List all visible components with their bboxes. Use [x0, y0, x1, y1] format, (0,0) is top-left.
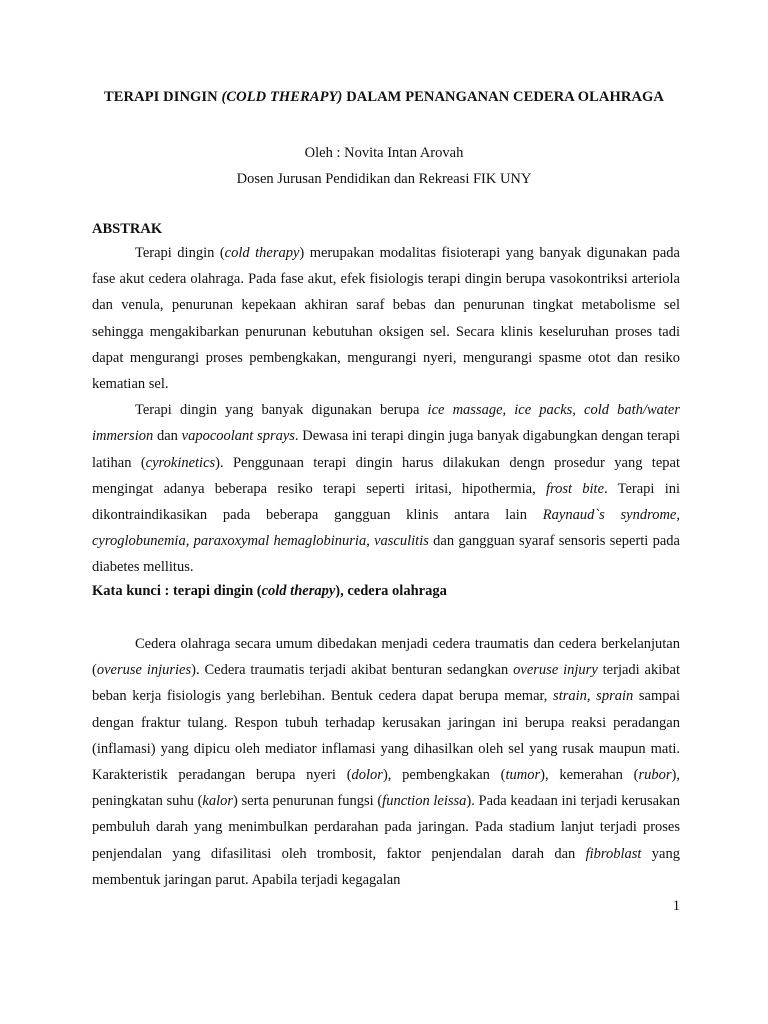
body-paragraph-1 — [92, 631, 680, 893]
text-run-8: ), pembengkakan ( — [382, 767, 506, 784]
text-run-0: Terapi dingin yang banyak digunakan berupa — [135, 402, 428, 419]
italic-run-3: vapocoolant sprays — [181, 428, 295, 445]
italic-run-15: function leissa — [382, 793, 467, 810]
text-run-4: terjadi akibat beban kerja fisiologis yang berlebihan. Bentuk cedera dapat berupa memar, — [92, 662, 680, 705]
italic-run-17: fibroblast — [585, 845, 642, 862]
text-run-10: dan gangguan syaraf sensoris seperti pada diabetes mellitus. — [92, 533, 680, 576]
italic-run-7: dolor — [351, 767, 383, 784]
text-run-6: ). Penggunaan terapi dingin harus dilakukan dengn prosedur yang tepat mengingat adanya beberapa resiko terapi seperti iritasi, hipothermia, — [92, 454, 680, 497]
text-run-6: sampai dengan fraktur tulang. Respon tubuh terhadap kerusakan jaringan ini berupa reaksi peradangan (inflamasi) yang dipicu oleh mediator inflamasi yang dihasilkan oleh sel yang rusak maupun mati. Karakteristik peradangan berupa nyeri ( — [92, 688, 680, 784]
text-run-4: . Dewasa ini terapi dingin juga banyak digabungkan dengan terapi latihan ( — [92, 428, 681, 471]
page-number: 1 — [672, 898, 680, 914]
italic-run-11: rubor — [638, 767, 672, 784]
italic-run-7: frost bite — [545, 480, 605, 497]
author-line: Oleh : Novita Intan Arovah — [304, 145, 464, 161]
italic-run-9: tumor — [505, 767, 541, 784]
abstract-body — [92, 240, 680, 581]
document-title — [0, 89, 768, 106]
text-run-10: ), kemerahan ( — [540, 767, 639, 784]
main-body — [92, 631, 680, 893]
abstract-paragraph-2 — [92, 397, 680, 580]
abstract-paragraph-1 — [92, 240, 680, 397]
italic-run-1: overuse injuries — [96, 662, 192, 679]
affiliation-line: Dosen Jurusan Pendidikan dan Rekreasi FIK UNY — [236, 171, 532, 187]
text-run-2: ), cedera olahraga — [335, 583, 447, 599]
text-run-14: ) serta penurunan fungsi ( — [233, 793, 383, 810]
keywords-line — [92, 583, 447, 600]
title-text-end: DALAM PENANGANAN CEDERA OLAHRAGA — [342, 89, 664, 105]
title-italic: (COLD THERAPY) — [221, 89, 343, 105]
text-run-2: dan — [153, 428, 182, 445]
text-run-2: ). Cedera traumatis terjadi akibat benturan sedangkan — [191, 662, 514, 679]
text-run-18: yang membentuk jaringan parut. Apabila terjadi kegagalan — [92, 845, 680, 888]
abstract-heading: ABSTRAK — [92, 221, 163, 237]
text-run-8: . Terapi ini dikontraindikasikan pada beberapa gangguan klinis antara lain — [92, 480, 680, 524]
italic-run-1: ice massage, ice packs, cold bath/water immersion — [92, 402, 680, 445]
text-run-12: ), peningkatan suhu ( — [92, 767, 681, 810]
text-run-16: ). Pada keadaan ini terjadi kerusakan pembuluh darah yang menimbulkan perdarahan pada jaringan. Pada stadium lanjut terjadi proses penjendalan yang difasilitasi oleh trombosit, faktor penjendalan darah dan — [92, 793, 680, 862]
text-run-2: ) merupakan modalitas fisioterapi yang banyak digunakan pada fase akut cedera olahraga. Pada fase akut, efek fisiologis terapi dingin berupa vasokontriksi arteriola dan venula, penurunan kepekaan akhiran saraf bebas dan penurunan tingkat metabolisme sel sehingga mengakibarkan penurunan kebutuhan oksigen sel. Secara klinis keseluruhan proses tadi dapat mengurangi proses pembengkakan, mengurangi nyeri, mengurangi spasme otot dan resiko kematian sel. — [92, 245, 680, 393]
italic-run-9: Raynaud`s syndrome, cyroglobunemia, paraxoxymal hemaglobinuria, vasculitis — [92, 507, 680, 550]
text-run-0: Cedera olahraga secara umum dibedakan menjadi cedera traumatis dan cedera berkelanjutan ( — [92, 636, 680, 679]
text-run-0: Terapi dingin ( — [135, 245, 225, 261]
italic-run-13: kalor — [202, 793, 234, 810]
italic-run-3: overuse injury — [513, 662, 598, 679]
italic-run-5: cyrokinetics — [145, 454, 216, 471]
text-run-0: Kata kunci : terapi dingin ( — [92, 583, 262, 599]
italic-run-1: cold therapy — [224, 245, 300, 261]
italic-run-5: strain, sprain — [553, 688, 634, 705]
title-text: TERAPI DINGIN — [104, 89, 222, 105]
italic-run-1: cold therapy — [261, 583, 336, 599]
